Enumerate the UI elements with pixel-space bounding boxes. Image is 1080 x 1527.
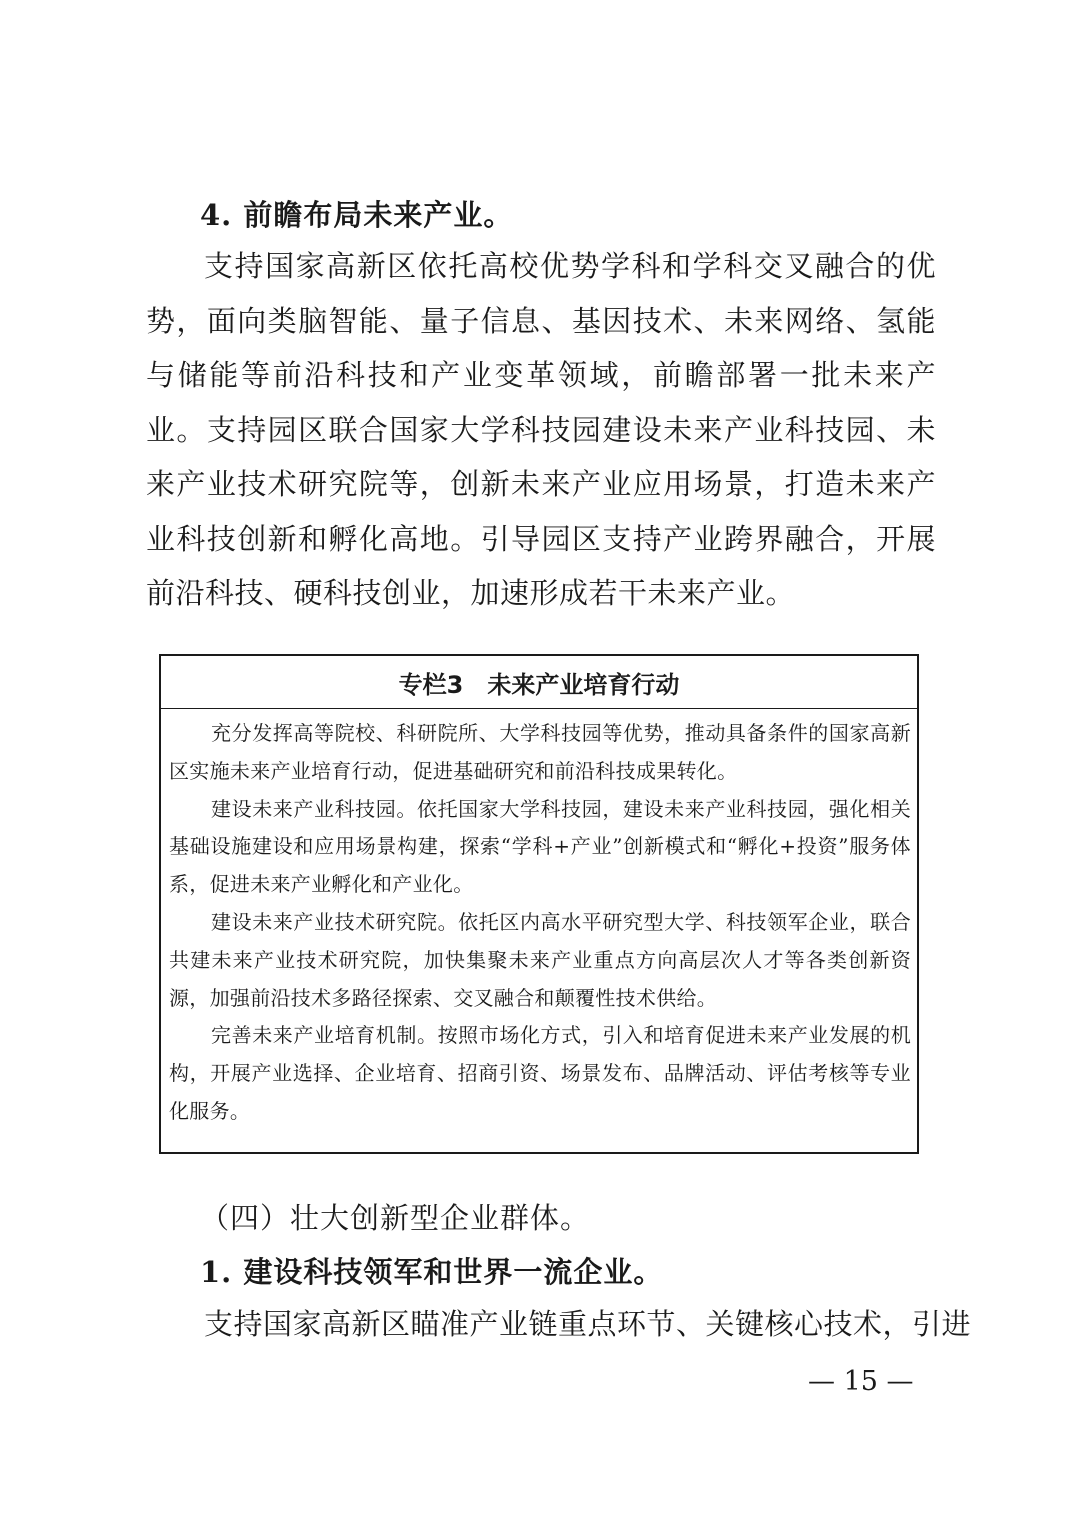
- column-box-paragraph: 完善未来产业培育机制。按照市场化方式，引入和培育促进未来产业发展的机构，开展产业选择、企业培育、招商引资、场景发布、品牌活动、评估考核等专业化服务。: [169, 1023, 911, 1123]
- paragraph-future-industries: 支持国家高新区依托高校优势学科和学科交叉融合的优势，面向类脑智能、量子信息、基因技术、未来网络、氢能与储能等前沿科技和产业变革领域，前瞻部署一批未来产业。支持园区联合国家大学科技园建设未来产业科技园、未来产业技术研究院等，创新未来产业应用场景，打造未来产业科技创新和孵化高地。引导园区支持产业跨界融合，开展前沿科技、硬科技创业，加速形成若干未来产业。: [146, 249, 936, 610]
- column-box: [159, 654, 919, 1154]
- column-box-title: 专栏3 未来产业培育行动: [161, 656, 917, 709]
- column-box-paragraph: 充分发挥高等院校、科研院所、大学科技园等优势，推动具备条件的国家高新区实施未来产业培育行动，促进基础研究和前沿科技成果转化。: [169, 721, 911, 783]
- column-box-paragraph: 建设未来产业技术研究院。依托区内高水平研究型大学、科技领军企业，联合共建未来产业技术研究院，加快集聚未来产业重点方向高层次人才等各类创新资源，加强前沿技术多路径探索、交叉融合和颠覆性技术供给。: [169, 909, 911, 1010]
- section-heading-innovative-enterprises: （四）壮大创新型企业群体。: [200, 1201, 591, 1235]
- heading-leading-enterprises: 1. 建设科技领军和世界一流企业。: [200, 1255, 664, 1289]
- heading-future-industries: 4. 前瞻布局未来产业。: [200, 198, 514, 232]
- column-box-body: [161, 709, 917, 1131]
- page-number: — 15 —: [808, 1366, 914, 1397]
- column-box-paragraph: 建设未来产业科技园。依托国家大学科技园，建设未来产业科技园，强化相关基础设施建设和应用场景构建，探索“学科+产业”创新模式和“孵化+投资”服务体系，促进未来产业孵化和产业化。: [169, 796, 911, 897]
- paragraph-leading-enterprises: 支持国家高新区瞄准产业链重点环节、关键核心技术，引进: [204, 1307, 972, 1341]
